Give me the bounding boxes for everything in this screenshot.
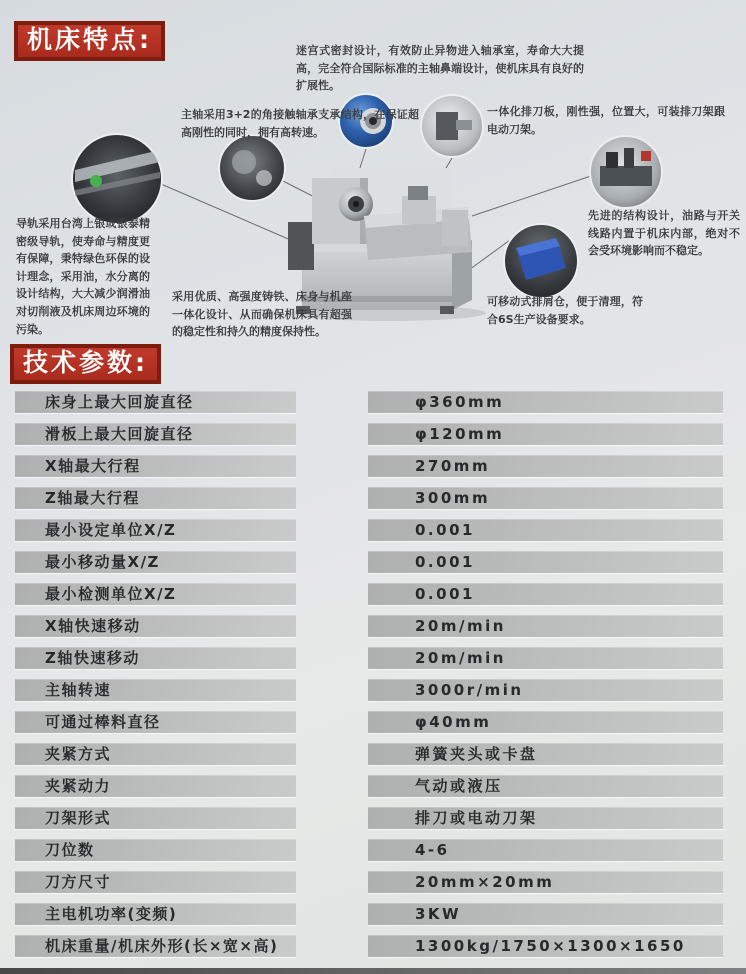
table-row xyxy=(0,391,746,413)
param-label: 机床重量/机床外形(长×宽×高) xyxy=(15,935,296,957)
table-row xyxy=(0,679,746,701)
parameters-table xyxy=(0,391,746,967)
table-row xyxy=(0,647,746,669)
table-row xyxy=(0,551,746,573)
table-row xyxy=(0,903,746,925)
table-row xyxy=(0,839,746,861)
param-label: 刀架形式 xyxy=(15,807,296,829)
tool-post-photo xyxy=(590,136,662,208)
param-value: φ360mm xyxy=(368,391,723,413)
param-value: 4-6 xyxy=(368,839,723,861)
param-value: 气动或液压 xyxy=(368,775,723,797)
param-value: 20m/min xyxy=(368,647,723,669)
table-row xyxy=(0,615,746,637)
param-label: 最小检测单位X/Z xyxy=(15,583,296,605)
note-tool-plate: 一体化排刀板，刚性强，位置大，可装排刀架跟电动刀架。 xyxy=(487,105,725,136)
param-value: φ120mm xyxy=(368,423,723,445)
param-value: 0.001 xyxy=(368,583,723,605)
param-value: 0.001 xyxy=(368,551,723,573)
table-row xyxy=(0,775,746,797)
param-value: 3000r/min xyxy=(368,679,723,701)
tool-area-photo xyxy=(421,95,483,157)
table-row xyxy=(0,935,746,957)
table-row xyxy=(0,871,746,893)
param-value: 20m/min xyxy=(368,615,723,637)
param-label: 刀位数 xyxy=(15,839,296,861)
params-section-badge: 技术参数: xyxy=(10,344,161,384)
param-label: 夹紧方式 xyxy=(15,743,296,765)
note-chip-tray: 可移动式排屑仓，便于清理，符合6S生产设备要求。 xyxy=(487,295,643,326)
bearing-structure-photo xyxy=(219,135,285,201)
table-row xyxy=(0,487,746,509)
guideway-photo xyxy=(72,134,162,224)
param-label: 刀方尺寸 xyxy=(15,871,296,893)
param-value: 270mm xyxy=(368,455,723,477)
param-label: 床身上最大回旋直径 xyxy=(15,391,296,413)
features-section-badge: 机床特点: xyxy=(14,21,165,61)
table-row xyxy=(0,711,746,733)
param-value: 3KW xyxy=(368,903,723,925)
table-row xyxy=(0,807,746,829)
param-label: X轴最大行程 xyxy=(15,455,296,477)
param-value: 0.001 xyxy=(368,519,723,541)
note-labyrinth-seal: 迷宫式密封设计，有效防止异物进入轴承室，寿命大大提高，完全符合国际标准的主轴鼻端设计，使机床具有良好的扩展性。 xyxy=(296,44,584,93)
param-label: X轴快速移动 xyxy=(15,615,296,637)
table-row xyxy=(0,583,746,605)
note-spindle-bearing: 主轴采用3+2的角接触轴承支承结构，在保证超高刚性的同时，拥有高转速。 xyxy=(181,108,419,139)
param-label: Z轴快速移动 xyxy=(15,647,296,669)
param-value: 20mm×20mm xyxy=(368,871,723,893)
param-label: 主轴转速 xyxy=(15,679,296,701)
note-internal-routing: 先进的结构设计，油路与开关线路内置于机床内部，绝对不会受环境影响而不稳定。 xyxy=(588,209,740,258)
table-row xyxy=(0,455,746,477)
param-label: Z轴最大行程 xyxy=(15,487,296,509)
param-label: 夹紧动力 xyxy=(15,775,296,797)
param-value: 排刀或电动刀架 xyxy=(368,807,723,829)
table-row xyxy=(0,423,746,445)
note-guideway: 导轨采用台湾上银或银泰精密级导轨，使寿命与精度更有保障，秉特绿色环保的设计理念，采用油，水分离的设计结构，大大减少润滑油对切削液及机床周边环境的污染。 xyxy=(16,217,150,336)
table-row xyxy=(0,519,746,541)
chip-tray-photo xyxy=(504,224,578,298)
param-label: 最小移动量X/Z xyxy=(15,551,296,573)
param-label: 可通过棒料直径 xyxy=(15,711,296,733)
page-bottom-edge xyxy=(0,968,746,974)
param-label: 最小设定单位X/Z xyxy=(15,519,296,541)
param-value: φ40mm xyxy=(368,711,723,733)
param-label: 滑板上最大回旋直径 xyxy=(15,423,296,445)
table-row xyxy=(0,743,746,765)
param-label: 主电机功率(变频) xyxy=(15,903,296,925)
param-value: 1300kg/1750×1300×1650 xyxy=(368,935,723,957)
param-value: 弹簧夹头或卡盘 xyxy=(368,743,723,765)
note-cast-iron-body: 采用优质、高强度铸铁、床身与机座一体化设计、从而确保机床具有超强的稳定性和持久的精度保持性。 xyxy=(172,290,352,339)
param-value: 300mm xyxy=(368,487,723,509)
